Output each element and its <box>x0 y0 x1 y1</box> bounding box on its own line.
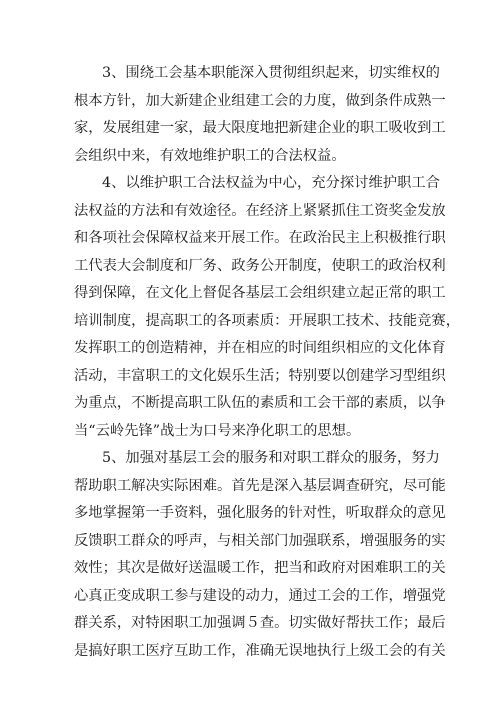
text-line: 为重点，不断提高职工队伍的素质和工会干部的素质，以争 <box>74 395 446 411</box>
text-line: 发挥职工的创造精神，并在相应的时间组织相应的文化体育 <box>74 340 446 356</box>
document-body <box>74 60 461 665</box>
text-line: 是搞好职工医疗互助工作，准确无误地执行上级工会的有关 <box>74 642 446 659</box>
text-line: 和各项社会保障权益来开展工作。在政治民主上积极推行职 <box>74 230 446 246</box>
text-line: 当“云岭先锋”战士为口号来净化职工的思想。 <box>74 422 361 439</box>
text-line: 家，发展组建一家，最大限度地把新建企业的职工吸收到工 <box>74 120 446 136</box>
text-line: 培训制度，提高职工的各项素质：开展职工技术、技能竞赛， <box>74 312 461 329</box>
text-line: 工代表大会制度和厂务、政务公开制度，使职工的政治权利 <box>74 257 446 274</box>
paragraph-5 <box>74 445 446 665</box>
text-line: 多地掌握第一手资料，强化服务的针对性，听取群众的意见 <box>74 505 446 521</box>
text-line: 得到保障，在文化上督促各基层工会组织建立起正常的职工 <box>74 285 446 301</box>
text-line: 4、以维护职工合法权益为中心，充分探讨维护职工合 <box>102 175 440 191</box>
text-line: 心真正变成职工参与建设的动力，通过工会的工作，增强党 <box>74 587 446 604</box>
text-line: 群关系，对特困职工加强调５查。切实做好帮扶工作；最后 <box>74 615 446 631</box>
text-line: 5、加强对基层工会的服务和对职工群众的服务，努力 <box>102 450 440 466</box>
text-line: 反馈职工群众的呼声，与相关部门加强联系，增强服务的实 <box>74 532 446 549</box>
paragraph-4 <box>74 170 461 445</box>
text-line: 3、围绕工会基本职能深入贯彻组织起来，切实维权的 <box>102 65 440 81</box>
text-line: 根本方针，加大新建企业组建工会的力度，做到条件成熟一 <box>74 92 446 109</box>
text-line: 帮助职工解决实际困难。首先是深入基层调查研究，尽可能 <box>74 477 446 494</box>
paragraph-3 <box>74 60 446 170</box>
text-line: 法权益的方法和有效途径。在经济上紧紧抓住工资奖金发放 <box>74 202 446 219</box>
text-line: 效性；其次是做好送温暖工作，把当和政府对困难职工的关 <box>74 560 446 576</box>
text-line: 活动，丰富职工的文化娱乐生活；特别要以创建学习型组织 <box>74 367 446 384</box>
text-line: 会组织中来，有效地维护职工的合法权益。 <box>74 147 346 164</box>
